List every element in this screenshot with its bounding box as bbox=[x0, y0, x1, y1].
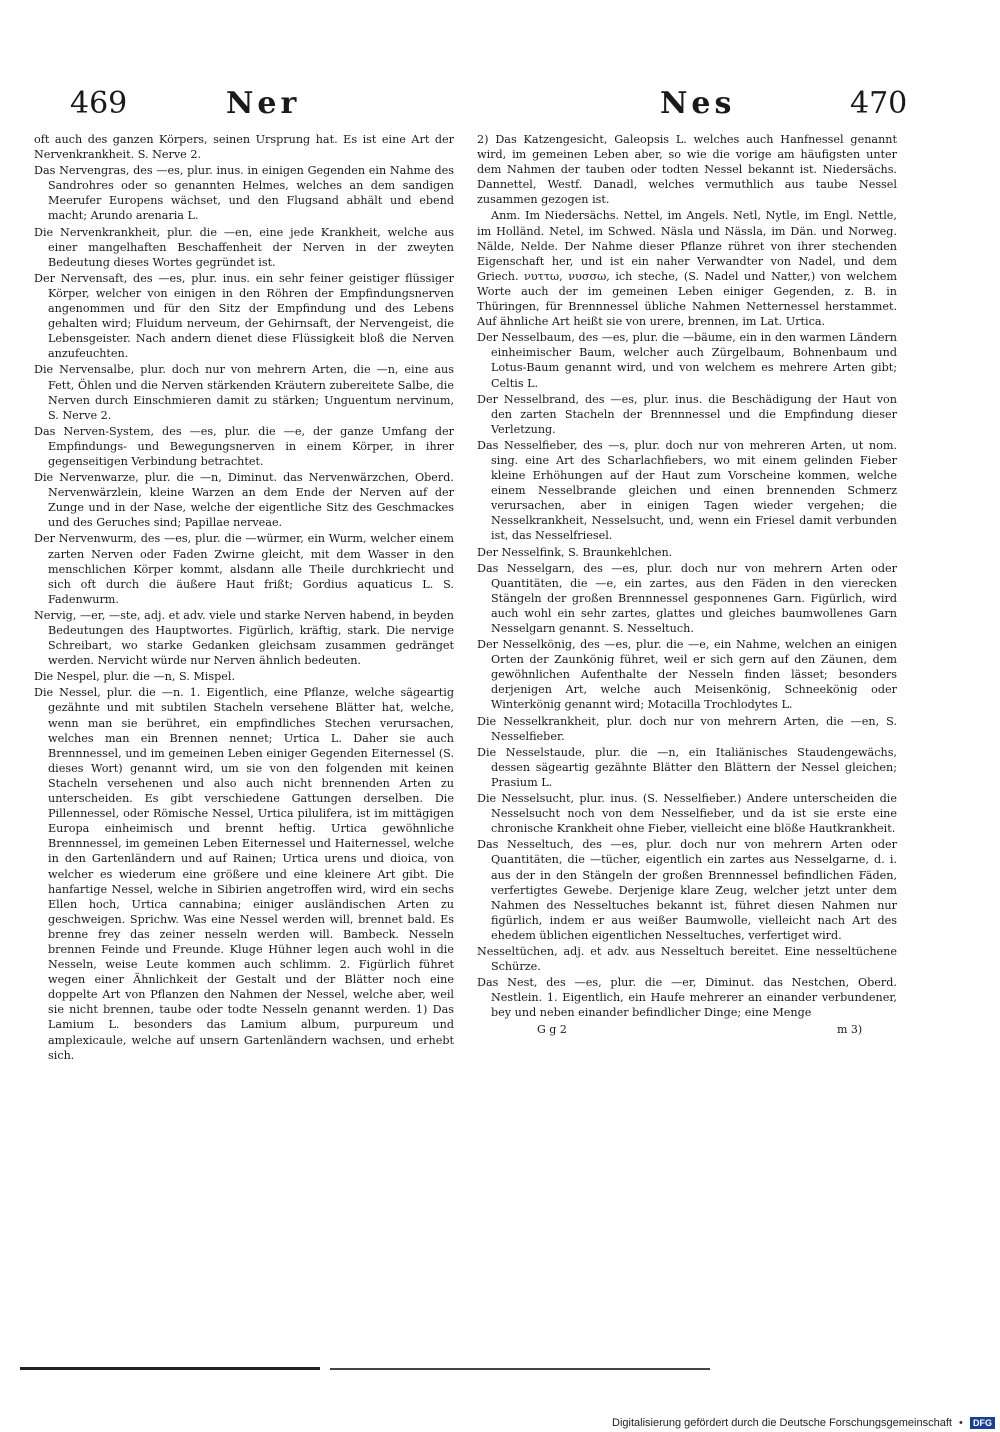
signature-line bbox=[477, 1022, 897, 1038]
footer-separator: • bbox=[959, 1417, 963, 1429]
entry-9: Die Nesselstaude, plur. die —n, ein Italiänisches Staudengewächs, dessen sägeartig gezähnte Blätter den Blättern der Nessel gleichen; Prasium L. bbox=[477, 745, 897, 789]
catchword: m 3) bbox=[837, 1023, 863, 1037]
entry-0: 2) Das Katzengesicht, Galeopsis L. welches auch Hanfnessel genannt wird, im gemeinen Leben aber, so wie die vorige am häufigsten unter dem Nahmen der tauben oder todten Nessel bekannt ist. Niedersächs. Dannettel, Westf. Danadl, welches vermuthlich aus taube Nessel zusammen gezogen ist. bbox=[477, 133, 897, 207]
entry-7: Der Nervenwurm, des —es, plur. die —würmer, ein Wurm, welcher einem zarten Nerven oder Faden Zwirne gleicht, mit dem Wasser in den menschlichen Körper kommt, alsdann alle Theile durchkriecht und sich oft durch die äußere Haut frißt; Gordius aquaticus L. S. Fadenwurm. bbox=[34, 532, 454, 606]
entry-3: Der Nervensaft, des —es, plur. inus. ein sehr feiner geistiger flüssiger Körper, welcher von einigen in den Röhren der Empfindungsnerven angenommen und für den Sitz der Empfindung und des Lebens gehalten wird; Fluidum nerveum, der Gehirnsaft, der Nervengeist, die Lebensgeister. Nach andern dienet diese Flüssigkeit bloß die Nerven anzufeuchten. bbox=[34, 271, 454, 361]
entry-4: Das Nesselfieber, des —s, plur. doch nur von mehreren Arten, ut nom. sing. eine Art des Scharlachfiebers, wo mit einem gelinden Fieber kleine Erhöhungen auf der Haut zum Vorscheine kommen, welche einem Nesselbrande gleichen und einen brennenden Schmerz verursachen, aber in einigen Tagen wieder vergehen; die Nesselkrankheit, Nesselsucht, und, wenn ein Friesel damit verbunden ist, das Nesselfriesel. bbox=[477, 438, 897, 543]
entry-11: Das Nesseltuch, des —es, plur. doch nur von mehrern Arten oder Quantitäten, die —tücher, eigentlich ein zartes aus Nesselgarne, d. i. aus der in den Stängeln der großen Brennnessel befindlichen Fäden, verfertigtes Gewebe. Derjenige klare Zeug, welcher jetzt unter dem Nahmen des Nesseltuches bekannt ist, führet diesen Nahmen nur figürlich, indem er aus weißer Baumwolle, vielleicht nach Art des ehedem üblichen eigentlichen Nesseltuches, verfertiget wird. bbox=[477, 838, 897, 942]
entry-8: Die Nesselkrankheit, plur. doch nur von mehrern Arten, die —en, S. Nesselfieber. bbox=[477, 714, 897, 743]
entry-1: Anm. Im Niedersächs. Nettel, im Angels. Netl, Nytle, im Engl. Nettle, im Holländ. Netel, im Schwed. Näsla und Nässla, im Dän. und Norweg. Nälde, Nelde. Der Nahme dieser Pflanze rühret von ihrer stechenden Eigenschaft her, und ist ein naher Verwandter von Nadel, und dem Griech. νυττω, νυσσω, ich steche, (S. Nadel und Natter,) von welchem Worte auch der im gemeinen Leben einiger Gegenden, z. B. in Thüringen, für Brennnessel übliche Nahmen Netternessel herstammet. Auf ähnliche Art heißt sie von urere, brennen, im Lat. Urtica. bbox=[477, 209, 897, 329]
entry-5: Der Nesselfink, S. Braunkehlchen. bbox=[477, 545, 673, 559]
page-header bbox=[0, 80, 1000, 130]
entry-10: Die Nesselsucht, plur. inus. (S. Nesselfieber.) Andere unterscheiden die Nesselsucht noch von dem Nesselfieber, und da ist sie erste eine chronische Krankheit ohne Fieber, vielleicht eine blöße Hautkrankheit. bbox=[477, 792, 897, 836]
page-number-right: 470 bbox=[850, 86, 908, 121]
entry-3: Der Nesselbrand, des —es, plur. inus. die Beschädigung der Haut von den zarten Stacheln der Brennnessel und die Empfindung dieser Verletzung. bbox=[477, 392, 897, 436]
entry-5: Das Nerven-System, des —es, plur. die —e, der ganze Umfang der Empfindungs- und Bewegungsnerven in einem Körper, in ihrer gegenseitigen Verbindung betrachtet. bbox=[34, 424, 454, 468]
scan-edge-line bbox=[330, 1368, 710, 1370]
entry-6: Die Nervenwarze, plur. die —n, Diminut. das Nervenwärzchen, Oberd. Nervenwärzlein, kleine Warzen an dem Ende der Nerven auf der Zunge und in der Nase, welche der eigentliche Sitz des Geschmackes und des Geruches sind; Papillae nerveae. bbox=[34, 471, 454, 530]
entry-8: Nervig, —er, —ste, adj. et adv. viele und starke Nerven habend, in beyden Bedeutungen des Hauptwortes. Figürlich, kräftig, stark. Die nervige Schreibart, wo starke Gedanken gleichsam zusammen gedränget werden. Nervicht würde nur Nerven ähnlich bedeuten. bbox=[34, 608, 454, 668]
running-head-right: Nes bbox=[660, 86, 736, 121]
page-number-left: 469 bbox=[70, 86, 128, 121]
entry-6: Das Nesselgarn, des —es, plur. doch nur von mehrern Arten oder Quantitäten, die —e, ein zartes, aus den Fäden in den vierecken Stängeln der großen Brennnessel gesponnenes Garn. Figürlich, wird auch wohl ein sehr zartes, glattes und gleiches baumwollenes Garn Nesselgarn genannt. S. Nesseltuch. bbox=[477, 561, 897, 635]
right-column bbox=[477, 132, 897, 1038]
signature-mark: G g 2 bbox=[537, 1023, 567, 1037]
scan-edge-line bbox=[20, 1367, 320, 1370]
entry-4: Die Nervensalbe, plur. doch nur von mehrern Arten, die —n, eine aus Fett, Öhlen und die Nerven stärkenden Kräutern zubereitete Salbe, die Nerven durch Einschmieren damit zu stärken; Unguentum nervinum, S. Nerve 2. bbox=[34, 363, 454, 422]
left-column bbox=[34, 132, 454, 1064]
entry-1: Das Nervengras, des —es, plur. inus. in einigen Gegenden ein Nahme des Sandrohres oder so genannten Helmes, welches an dem sandigen Meerufer Europens wächset, und den Flugsand abhält und ebend macht; Arundo arenaria L. bbox=[34, 164, 454, 223]
entry-2: Der Nesselbaum, des —es, plur. die —bäume, ein in den warmen Ländern einheimischer Baum, welcher auch Zürgelbaum, Bohnenbaum und Lotus-Baum genannt wird, und von welchem es mehrere Arten gibt; Celtis L. bbox=[477, 331, 897, 390]
entry-10: Die Nessel, plur. die —n. 1. Eigentlich, eine Pflanze, welche sägeartig gezähnte und mit subtilen Stacheln versehene Blätter hat, welche, wenn man sie berühret, ein empfindliches Stechen verursachen, welches man ein Brennen nennet; Urtica L. Daher sie auch Brennnessel, und im gemeinen Leben einiger Gegenden Eiternessel (S. dieses Wort) genannt wird, um sie von den folgenden mit keinen Stacheln versehenen und also auch nicht brennenden Arten zu unterscheiden. Es gibt verschiedene Gattungen derselben. Die Pillennessel, oder Römische Nessel, Urtica pilulifera, ist im mittägigen Europa einheimisch und brennt heftig. Urtica gewöhnliche Brennnessel, im gemeinen Leben Eiternessel und Haiternessel, welche in den Gartenländern und auf Rainen; Urtica urens und dioica, von welcher es wiederum eine größere und eine kleinere Art gibt. Die hanfartige Nessel, welche in Sibirien angetroffen wird, wird ein sechs Ellen hoch, Urtica cannabina; einiger ausländischen Arten zu geschweigen. Sprichw. Was eine Nessel werden will, brennet bald. Es brenne frey das zeiner nesseln werden will. Bambeck. Nesseln brennen Feinde und Freunde. Kluge Hühner legen auch wohl in die Nesseln, weise Leute kommen auch schlimm. 2. Figürlich führet wegen einer Ähnlichkeit der Gestalt und der Blätter noch eine doppelte Art von Pflanzen den Nahmen der Nessel, welche aber, weil sie nicht brennen, taube oder todte Nesseln genannt werden. 1) Das Lamium L. besonders das Lamium album, purpureum und amplexicaule, welche auf unsern Gartenländern wachsen, und erhebt sich. bbox=[34, 686, 454, 1062]
entry-2: Die Nervenkrankheit, plur. die —en, eine jede Krankheit, welche aus einer mangelhaften Beschaffenheit der Nerven in der zweyten Bedeutung dieses Wortes gegründet ist. bbox=[34, 225, 454, 269]
footer-text: Digitalisierung gefördert durch die Deutsche Forschungsgemeinschaft bbox=[612, 1417, 952, 1429]
running-head-left: Ner bbox=[226, 86, 301, 121]
entry-9: Die Nespel, plur. die —n, S. Mispel. bbox=[34, 670, 236, 684]
entry-7: Der Nesselkönig, des —es, plur. die —e, ein Nahme, welchen an einigen Orten der Zaunkönig führet, weil er sich gern auf den Zäunen, dem gewöhnlichen Aufenthalte der Nesseln finden lässet; besonders derjenigen Art, welche auch Meisenkönig, Schneekönig oder Winterkönig genannt wird; Motacilla Trochlodytes L. bbox=[477, 638, 897, 712]
dfg-logo-icon: DFG bbox=[970, 1417, 995, 1429]
entry-13: Das Nest, des —es, plur. die —er, Diminut. das Nestchen, Oberd. Nestlein. 1. Eigentlich, ein Haufe mehrerer an einander verbundener, bey und neben einander befindlicher Dinge; eine Menge bbox=[477, 976, 897, 1020]
entry-0: oft auch des ganzen Körpers, seinen Ursprung hat. Es ist eine Art der Nervenkrankheit. S. Nerve 2. bbox=[34, 133, 454, 162]
digitization-footer bbox=[612, 1416, 995, 1430]
entry-12: Nesseltüchen, adj. et adv. aus Nesseltuch bereitet. Eine nesseltüchene Schürze. bbox=[477, 944, 897, 974]
